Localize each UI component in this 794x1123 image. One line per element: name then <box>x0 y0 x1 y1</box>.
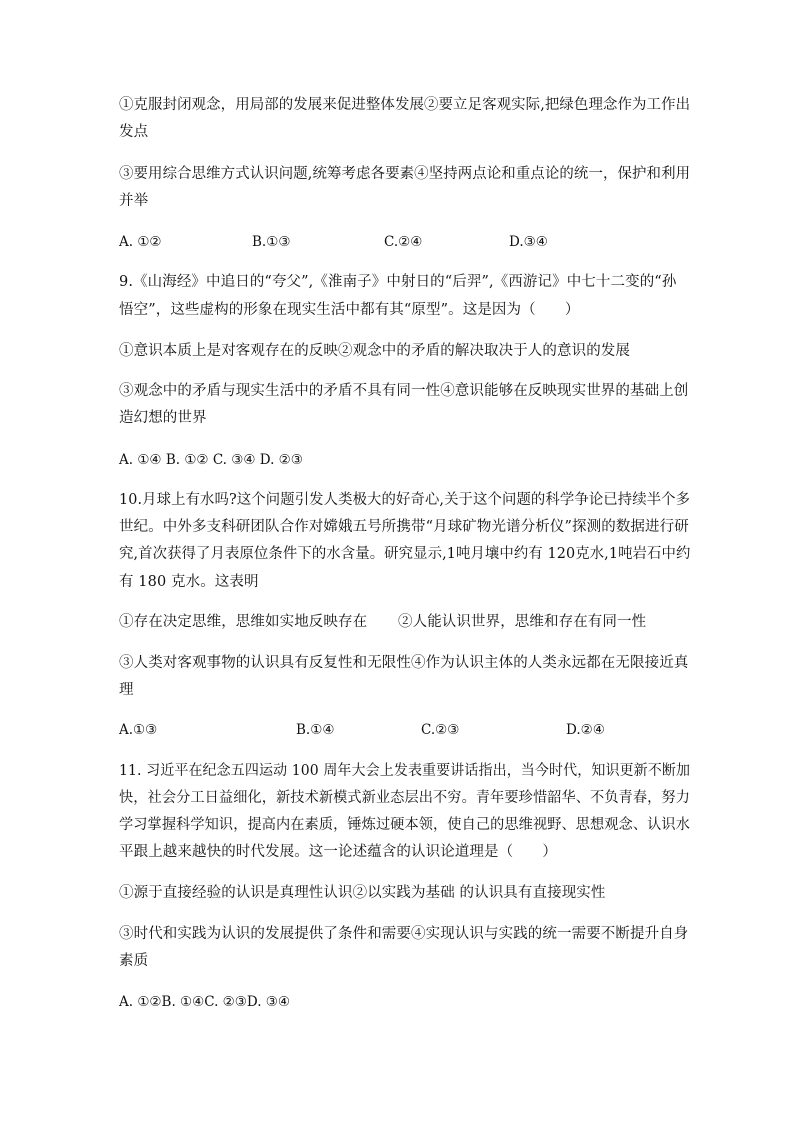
q10-stem-line-4: 有 180 克水。这表明 <box>119 574 259 590</box>
q11-item-line-2: ③时代和实践为认识的发展提供了条件和需要④实现认识与实践的统一需要不断提升自身 <box>119 926 689 942</box>
q10-stem-line-1: 10.月球上有水吗?这个问题引发人类极大的好奇心,关于这个问题的科学争论已持续半个多 <box>119 492 691 508</box>
q11-item-line-3: 素质 <box>119 953 149 969</box>
q10-item-line-3: 理 <box>119 682 134 698</box>
q11-stem-line-3: 学习掌握科学知识，提高内在素质，锤炼过硬本领，使自己的思维视野、思想观念、认识水 <box>119 817 690 833</box>
q8-option-d: D.③④ <box>509 234 548 250</box>
q10-item-line-1a: ①存在决定思维，思维如实地反映存在 <box>119 614 368 630</box>
q9-item-line-1: ①意识本质上是对客观存在的反映②观念中的矛盾的解决取决于人的意识的发展 <box>119 343 630 359</box>
q11-item-line-1: ①源于直接经验的认识是真理性认识②以实践为基础 的认识具有直接现实性 <box>119 885 606 901</box>
q11-stem-line-1: 11. 习近平在纪念五四运动 100 周年大会上发表重要讲话指出，当今时代，知识更新不断加 <box>119 763 691 779</box>
q10-stem-line-2: 世纪。中外多支科研团队合作对嫦娥五号所携带“月球矿物光谱分析仪”探测的数据进行研 <box>119 519 689 535</box>
q9-item-line-3: 造幻想的世界 <box>119 410 207 426</box>
q11-stem-line-2: 快，社会分工日益细化，新技术新模式新业态层出不穷。青年要珍惜韶华、不负青春，努力 <box>119 790 690 806</box>
q10-option-b: B.①④ <box>296 722 335 738</box>
q8-statement-line-1: ①克服封闭观念，用局部的发展来促进整体发展②要立足客观实际,把绿色理念作为工作出 <box>119 97 691 113</box>
q8-statement-line-3: ③要用综合思维方式认识问题,统筹考虑各要素④坚持两点论和重点论的统一，保护和利用 <box>119 166 691 182</box>
q10-item-line-1b: ②人能认识世界，思维和存在有同一性 <box>398 614 647 630</box>
q11-options: A. ①②B. ①④C. ②③D. ③④ <box>119 994 291 1010</box>
q10-stem-line-3: 究,首次获得了月表原位条件下的水含量。研究显示,1吨月壤中约有 120克水,1吨岩石中约 <box>119 546 691 562</box>
q8-option-b: B.①③ <box>252 234 291 250</box>
q9-stem-line-1: 9.《山海经》中追日的“夸父”,《淮南子》中射日的“后羿”,《西游记》中七十二变的“孙 <box>119 274 677 290</box>
q10-item-line-2: ③人类对客观事物的认识具有反复性和无限性④作为认识主体的人类永远都在无限接近真 <box>119 655 689 671</box>
q8-option-c: C.②④ <box>384 234 423 250</box>
q10-option-c: C.②③ <box>421 722 460 738</box>
q8-option-a: A. ①② <box>119 234 162 250</box>
q10-option-d: D.②④ <box>566 722 605 738</box>
q8-statement-line-2: 发点 <box>119 124 149 140</box>
q11-stem-line-4: 平跟上越来越快的时代发展。这一论述蕴含的认识论道理是（ ） <box>119 844 557 860</box>
q10-option-a: A.①③ <box>119 722 158 738</box>
q9-item-line-2: ③观念中的矛盾与现实生活中的矛盾不具有同一性④意识能够在反映现实世界的基础上创 <box>119 383 689 399</box>
q8-statement-line-4: 并举 <box>119 193 149 209</box>
q9-options: A. ①④ B. ①② C. ③④ D. ②③ <box>119 452 303 468</box>
q9-stem-line-2: 悟空”，这些虚构的形象在现实生活中都有其“原型”。这是因为（ ） <box>119 302 580 318</box>
